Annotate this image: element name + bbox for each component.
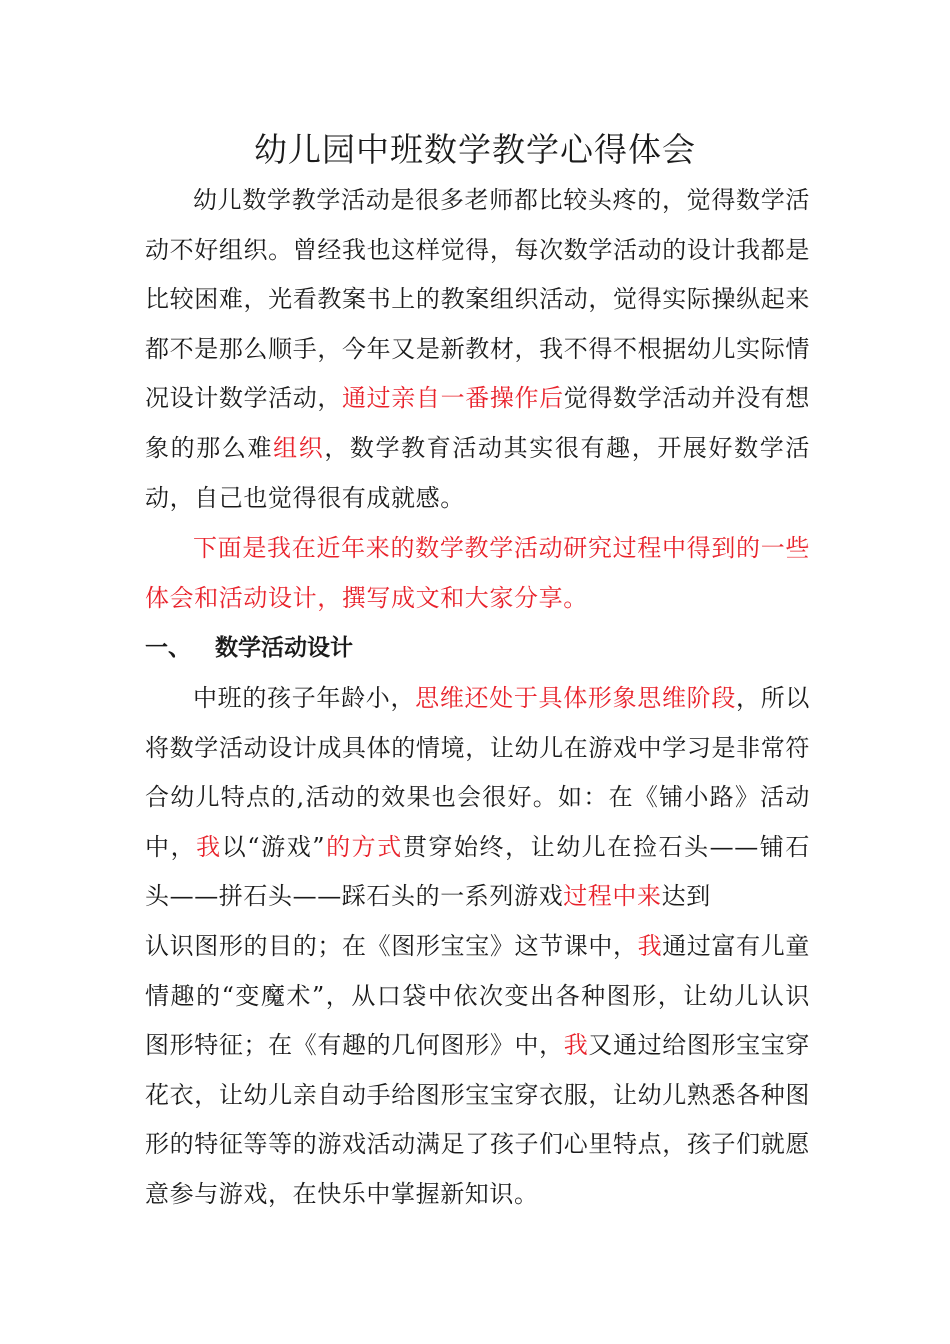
text-run: 达到 bbox=[661, 882, 711, 911]
section-heading bbox=[145, 626, 810, 670]
paragraph-3 bbox=[145, 674, 810, 1220]
highlighted-text: 通过亲自一番操作后 bbox=[342, 384, 564, 413]
section-heading-text: 数学活动设计 bbox=[215, 635, 353, 661]
paragraph-1 bbox=[145, 176, 810, 523]
section-number: 一、 bbox=[145, 635, 191, 661]
highlighted-text: 过程中来 bbox=[563, 882, 662, 911]
document-title: 幼儿园中班数学教学心得体会 bbox=[254, 130, 696, 169]
text-run: 幼儿数学教学活动是很多老师都比较头疼的，觉得数学活动不好组织。曾经我也这样觉得，每次数学活动的设计我都是比较困难，光看教案书上的教案组织活动，觉得实际操纵起来都不是那么顺手，今年又是新教材，我不得不根据幼儿实际情况设计数学活动， bbox=[145, 186, 810, 413]
highlighted-text: 我 bbox=[196, 832, 222, 861]
highlighted-text: 我 bbox=[637, 931, 663, 960]
highlighted-text: 组织 bbox=[273, 433, 325, 462]
text-run: 中班的孩子年龄小， bbox=[193, 684, 416, 712]
text-run: ，数学教育活动其实很有趣，开展好数学活动，自己也觉得很有成就感。 bbox=[145, 433, 810, 512]
highlighted-paragraph: 下面是我在近年来的数学教学活动研究过程中得到的一些体会和活动设计，撰写成文和大家分享。 bbox=[145, 534, 810, 612]
text-run: 认识图形的目的；在《图形宝宝》这节课中， bbox=[145, 931, 638, 960]
highlighted-text: 我 bbox=[563, 1031, 589, 1060]
text-run: 通过富有儿童情趣的“变魔术”，从口袋中依次变出各种图形，让幼儿认识图形特征；在《有趣的几何图形》中， bbox=[145, 931, 810, 1060]
text-run: 又通过给图形宝宝穿花衣，让幼儿亲自动手给图形宝宝穿衣服，让幼儿熟悉各种图形的特征等等的游戏活动满足了孩子们心里特点，孩子们就愿意参与游戏，在快乐中掌握新知识。 bbox=[145, 1031, 810, 1208]
text-run: 觉得数学活动并没有想象的那么难 bbox=[145, 384, 810, 462]
text-run: 贯穿始终，让幼儿在捡石头——铺石头——拼石头——踩石头的一系列游戏 bbox=[145, 832, 810, 911]
highlighted-text: 的方式 bbox=[325, 832, 403, 861]
text-run: 以“游戏” bbox=[221, 832, 326, 861]
text-run: ，所以将数学活动设计成具体的情境，让幼儿在游戏中学习是非常符合幼儿特点的,活动的效果也会很好。如：在《铺小路》活动中， bbox=[145, 684, 810, 861]
paragraph-2 bbox=[145, 524, 810, 623]
highlighted-text: 思维还处于具体形象思维阶段 bbox=[415, 684, 737, 712]
